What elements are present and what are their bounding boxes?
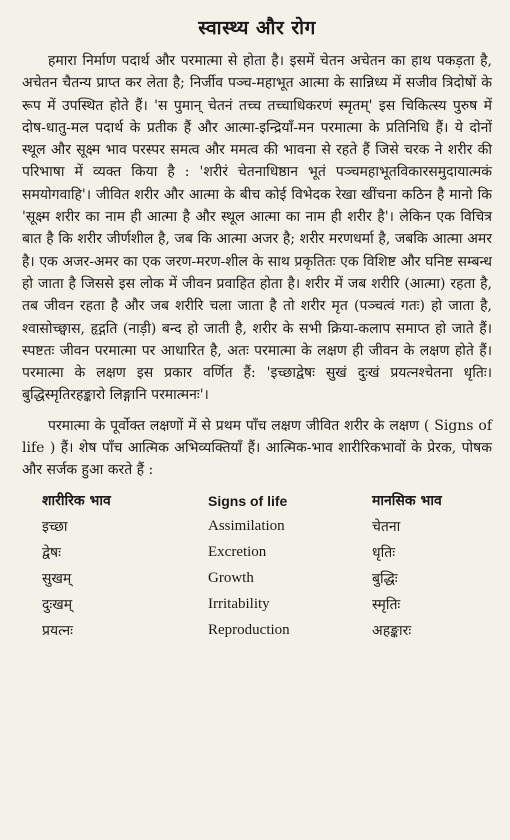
header-signs: Signs of life [208,492,288,509]
cell-sign: Irritability [208,596,270,613]
page-title: स्वास्थ्य और रोग [198,17,316,39]
cell-sign: Reproduction [208,622,290,639]
cell-physical: प्रयत्नः [42,623,73,640]
cell-physical: दुःखम् [42,597,73,614]
cell-mental: अहङ्कारः [372,623,412,640]
table-row [22,592,492,618]
cell-physical: द्वेषः [42,545,61,562]
table-row [22,540,492,566]
paragraph-1: हमारा निर्माण पदार्थ और परमात्मा से होता है। इसमें चेतन अचेतन का हाथ पकड़ता है, अचेतन चैतन्य प्राप्त कर लेता है; निर्जीव पञ्च-महाभूत आत्मा के सान्निध्य में सजीव त्रिदोषों के रूप में उपस्थित होते हैं। 'स पुमान् चेतनं तच्च तच्चाधिकरणं स्मृतम्' इस चिकित्स्य पुरुष में दोष-धातु-मल पदार्थ के प्रतीक हैं और आत्मा-इन्द्रियाँ-मन परमात्मा के प्रतिनिधि हैं। ये दोनों स्थूल और सूक्ष्म भाव परस्पर समत्व और ममत्व की भावना से रहते हैं जिसे चरक ने शरीर की परिभाषा में व्यक्त किया है : 'शरीरं चेतनाधिष्ठान भूतं पञ्चमहाभूतविकारसमुदायात्मकं समयोगवाहि'। जीवित शरीर और आत्मा के बीच कोई विभेदक रेखा खींचना कठिन है मानो कि 'सूक्ष्म शरीर का नाम ही आत्मा है और स्थूल आत्मा का नाम ही शरीर है'। लेकिन एक विचित्र बात है कि शरीर जीर्णशील है, जब कि आत्मा अजर है; शरीर मरणधर्मा है, जबकि आत्मा अमर है। एक अजर-अमर का एक जरण-मरण-शील के साथ प्रकृतितः एक विशिष्ट और घनिष्ट सम्बन्ध हो जाता है जिससे इस लोक में जीवन प्रवाहित होता है। शरीर में जब शरीरि (आत्मा) रहता है, तब जीवन रहता है और जब शरीरि चला जाता है तो शरीर मृत (पञ्चत्वं गतः) हो जाता है, श्वासोच्छ्वास, हृद्गति (नाड़ी) बन्द हो जाती है, शरीर के सभी क्रिया-कलाप समाप्त हो जाते हैं। स्पष्टतः जीवन परमात्मा पर आधारित है, अतः परमात्मा के लक्षण ही जीवन के लक्षण होते हैं। परमात्मा के लक्षण इस प्रकार वर्णित हैं: 'इच्छाद्वेषः सुखं दुःखं प्रयत्नश्चेतना धृतिः। बुद्धिस्मृतिरहङ्कारो लिङ्गानि परमात्मनः'। [22,53,492,404]
header-mental: मानसिक भाव [372,493,442,510]
cell-mental: स्मृतिः [372,597,401,614]
cell-physical: इच्छा [42,519,68,536]
header-physical: शारीरिक भाव [42,493,111,510]
cell-sign: Excretion [208,544,267,561]
table-header [22,488,492,514]
cell-sign: Growth [208,570,254,587]
table-row [22,514,492,540]
cell-mental: धृतिः [372,545,396,562]
cell-mental: बुद्धिः [372,571,398,588]
table-row [22,618,492,644]
table-row [22,566,492,592]
signs-table [22,488,492,644]
cell-sign: Assimilation [208,518,285,535]
paragraph-2: परमात्मा के पूर्वोक्त लक्षणों में से प्रथम पाँच लक्षण जीवित शरीर के लक्षण ( Signs of life ) हैं। शेष पाँच आत्मिक अभिव्यक्तियाँ हैं। आत्मिक-भाव शारीरिकभावों के प्रेरक, पोषक और सर्जक हुआ करते हैं : [22,417,492,479]
cell-physical: सुखम् [42,571,72,588]
cell-mental: चेतना [372,519,401,536]
